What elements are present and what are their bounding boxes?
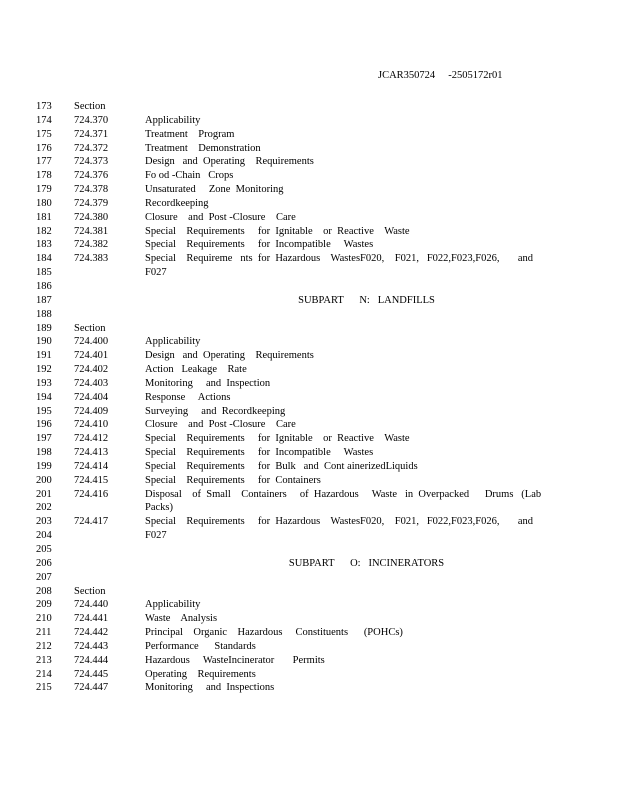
section-number: Section <box>74 101 106 112</box>
line-number: 174 <box>36 114 52 126</box>
line-number: 181 <box>36 211 52 223</box>
section-number: 724.400 <box>74 336 109 348</box>
section-number: 724.401 <box>74 350 109 362</box>
document-line <box>0 654 618 668</box>
section-number: 724.404 <box>74 391 109 403</box>
line-number: 184 <box>36 253 52 265</box>
section-number: 724.447 <box>74 682 109 694</box>
section-number: 724.416 <box>74 488 109 500</box>
line-number: 198 <box>36 447 52 459</box>
section-title: Waste Analysis <box>145 613 218 625</box>
section-title: Design and Operating Requirements <box>145 156 314 168</box>
document-line <box>0 681 618 695</box>
section-number: 724.445 <box>74 668 109 680</box>
line-number: 195 <box>36 405 52 417</box>
line-number: 211 <box>36 627 52 639</box>
document-line <box>0 571 618 585</box>
line-number: 215 <box>36 682 52 694</box>
section-number: 724.440 <box>74 599 109 611</box>
document-line <box>0 225 618 239</box>
section-title: Applicability <box>145 599 201 611</box>
document-line <box>0 515 618 529</box>
line-number: 189 <box>36 322 52 334</box>
section-number: 724.441 <box>74 613 109 625</box>
section-number: 724.410 <box>74 419 109 431</box>
document-line <box>0 543 618 557</box>
line-number: 212 <box>36 640 52 652</box>
document-line <box>0 211 618 225</box>
line-number: 179 <box>36 184 52 196</box>
section-title: Action Leakage Rate <box>145 364 247 376</box>
section-title: Special Requirements for Bulk and Cont ainerizedLiquids <box>145 460 418 472</box>
line-number: 191 <box>36 350 52 362</box>
document-line <box>0 501 618 515</box>
section-title: Applicability <box>145 114 201 126</box>
section-number: 724.444 <box>74 654 109 666</box>
document-line <box>0 363 618 377</box>
line-number: 197 <box>36 433 52 445</box>
document-line <box>0 640 618 654</box>
document-line <box>0 377 618 391</box>
line-number: 193 <box>36 377 52 389</box>
section-number: 724.371 <box>74 128 109 140</box>
line-number: 187 <box>36 294 52 306</box>
line-number: 203 <box>36 516 52 528</box>
document-line <box>0 460 618 474</box>
document-line <box>0 585 618 599</box>
section-title: Special Requirements for Ignitable or Reactive Waste <box>145 433 410 445</box>
section-title: Special Requireme nts for Hazardous WastesF020, F021, F022,F023,F026, and <box>145 253 534 265</box>
line-number: 180 <box>36 197 52 209</box>
section-number: 724.378 <box>74 184 109 196</box>
section-number: Section <box>74 322 106 334</box>
line-number: 175 <box>36 128 52 140</box>
line-number: 183 <box>36 239 52 251</box>
section-number: 724.376 <box>74 170 109 182</box>
document-line <box>0 308 618 322</box>
section-title: Operating Requirements <box>145 668 256 680</box>
line-number: 196 <box>36 419 52 431</box>
section-number: 724.383 <box>74 253 109 265</box>
section-title: Special Requirements for Incompatible Wastes <box>145 447 374 459</box>
section-number: 724.380 <box>74 211 109 223</box>
section-title: Disposal of Small Containers of Hazardous Waste in Overpacked Drums (Lab <box>145 488 542 500</box>
line-number: 202 <box>36 502 52 514</box>
document-line <box>0 183 618 197</box>
document-line <box>0 626 618 640</box>
document-line <box>0 128 618 142</box>
line-number: 207 <box>36 571 52 583</box>
document-lines <box>0 100 618 695</box>
document-line <box>0 405 618 419</box>
line-number: 185 <box>36 267 52 279</box>
line-number: 210 <box>36 613 52 625</box>
document-line <box>0 100 618 114</box>
section-number: 724.409 <box>74 405 109 417</box>
document-line <box>0 294 618 308</box>
section-number: 724.402 <box>74 364 109 376</box>
document-line <box>0 418 618 432</box>
section-title: F027 <box>145 267 167 279</box>
section-title: Packs) <box>145 502 173 514</box>
line-number: 205 <box>36 544 52 555</box>
document-line <box>0 432 618 446</box>
section-title: Treatment Demonstration <box>145 142 261 154</box>
document-line <box>0 391 618 405</box>
document-line <box>0 349 618 363</box>
section-title: Surveying and Recordkeeping <box>145 405 286 417</box>
section-number: 724.381 <box>74 225 109 237</box>
document-line <box>0 252 618 266</box>
section-number: 724.372 <box>74 142 109 154</box>
document-line <box>0 197 618 211</box>
line-number: 182 <box>36 225 52 237</box>
document-header: JCAR350724 -2505172r01 <box>378 70 503 81</box>
subpart-heading: SUBPART O: INCINERATORS <box>288 557 445 569</box>
document-line <box>0 557 618 571</box>
section-title: Hazardous WasteIncinerator Permits <box>145 654 325 666</box>
section-title: Closure and Post -Closure Care <box>145 211 296 223</box>
section-title: Special Requirements for Containers <box>145 474 321 486</box>
section-number: 724.370 <box>74 114 109 126</box>
line-number: 176 <box>36 142 52 154</box>
section-title: Performance Standards <box>145 640 256 652</box>
section-title: Unsaturated Zone Monitoring <box>145 184 284 196</box>
line-number: 177 <box>36 156 52 168</box>
document-line <box>0 446 618 460</box>
section-number: 724.443 <box>74 640 109 652</box>
section-title: Monitoring and Inspections <box>145 682 275 694</box>
document-line <box>0 266 618 280</box>
document-line <box>0 142 618 156</box>
line-number: 199 <box>36 460 52 472</box>
line-number: 188 <box>36 308 52 320</box>
line-number: 186 <box>36 280 52 292</box>
section-number: 724.379 <box>74 197 109 209</box>
document-line <box>0 598 618 612</box>
subpart-heading: SUBPART N: LANDFILLS <box>298 294 435 306</box>
section-title: Fo od -Chain Crops <box>145 170 234 182</box>
line-number: 173 <box>36 101 52 112</box>
line-number: 209 <box>36 599 52 611</box>
document-line <box>0 169 618 183</box>
document-line <box>0 280 618 294</box>
document-line <box>0 335 618 349</box>
line-number: 178 <box>36 170 52 182</box>
section-title: Recordkeeping <box>145 197 209 209</box>
section-number: 724.413 <box>74 447 109 459</box>
section-title: Closure and Post -Closure Care <box>145 419 296 431</box>
document-line <box>0 322 618 336</box>
document-line <box>0 488 618 502</box>
section-title: Special Requirements for Incompatible Wastes <box>145 239 374 251</box>
section-title: Response Actions <box>145 391 231 403</box>
document-line <box>0 155 618 169</box>
section-number: 724.417 <box>74 516 109 528</box>
section-title: Applicability <box>145 336 201 348</box>
section-title: Treatment Program <box>145 128 235 140</box>
document-line <box>0 238 618 252</box>
section-title: Special Requirements for Hazardous WastesF020, F021, F022,F023,F026, and <box>145 516 534 528</box>
section-title: Principal Organic Hazardous Constituents (POHCs) <box>145 627 403 639</box>
section-title: Monitoring and Inspection <box>145 377 271 389</box>
section-number: 724.412 <box>74 433 109 445</box>
line-number: 206 <box>36 557 52 569</box>
line-number: 190 <box>36 336 52 348</box>
line-number: 213 <box>36 654 52 666</box>
line-number: 194 <box>36 391 52 403</box>
section-title: Special Requirements for Ignitable or Reactive Waste <box>145 225 410 237</box>
section-number: 724.403 <box>74 377 109 389</box>
section-number: 724.373 <box>74 156 109 168</box>
section-number: Section <box>74 585 106 597</box>
line-number: 200 <box>36 474 52 486</box>
document-line <box>0 529 618 543</box>
line-number: 201 <box>36 488 52 500</box>
document-line <box>0 474 618 488</box>
line-number: 204 <box>36 530 52 542</box>
section-title: Design and Operating Requirements <box>145 350 314 362</box>
section-number: 724.415 <box>74 474 109 486</box>
document-line <box>0 668 618 682</box>
section-number: 724.442 <box>74 627 109 639</box>
section-number: 724.414 <box>74 460 109 472</box>
line-number: 192 <box>36 364 52 376</box>
section-number: 724.382 <box>74 239 109 251</box>
section-title: F027 <box>145 530 167 542</box>
line-number: 214 <box>36 668 52 680</box>
document-line <box>0 114 618 128</box>
document-line <box>0 612 618 626</box>
line-number: 208 <box>36 585 52 597</box>
